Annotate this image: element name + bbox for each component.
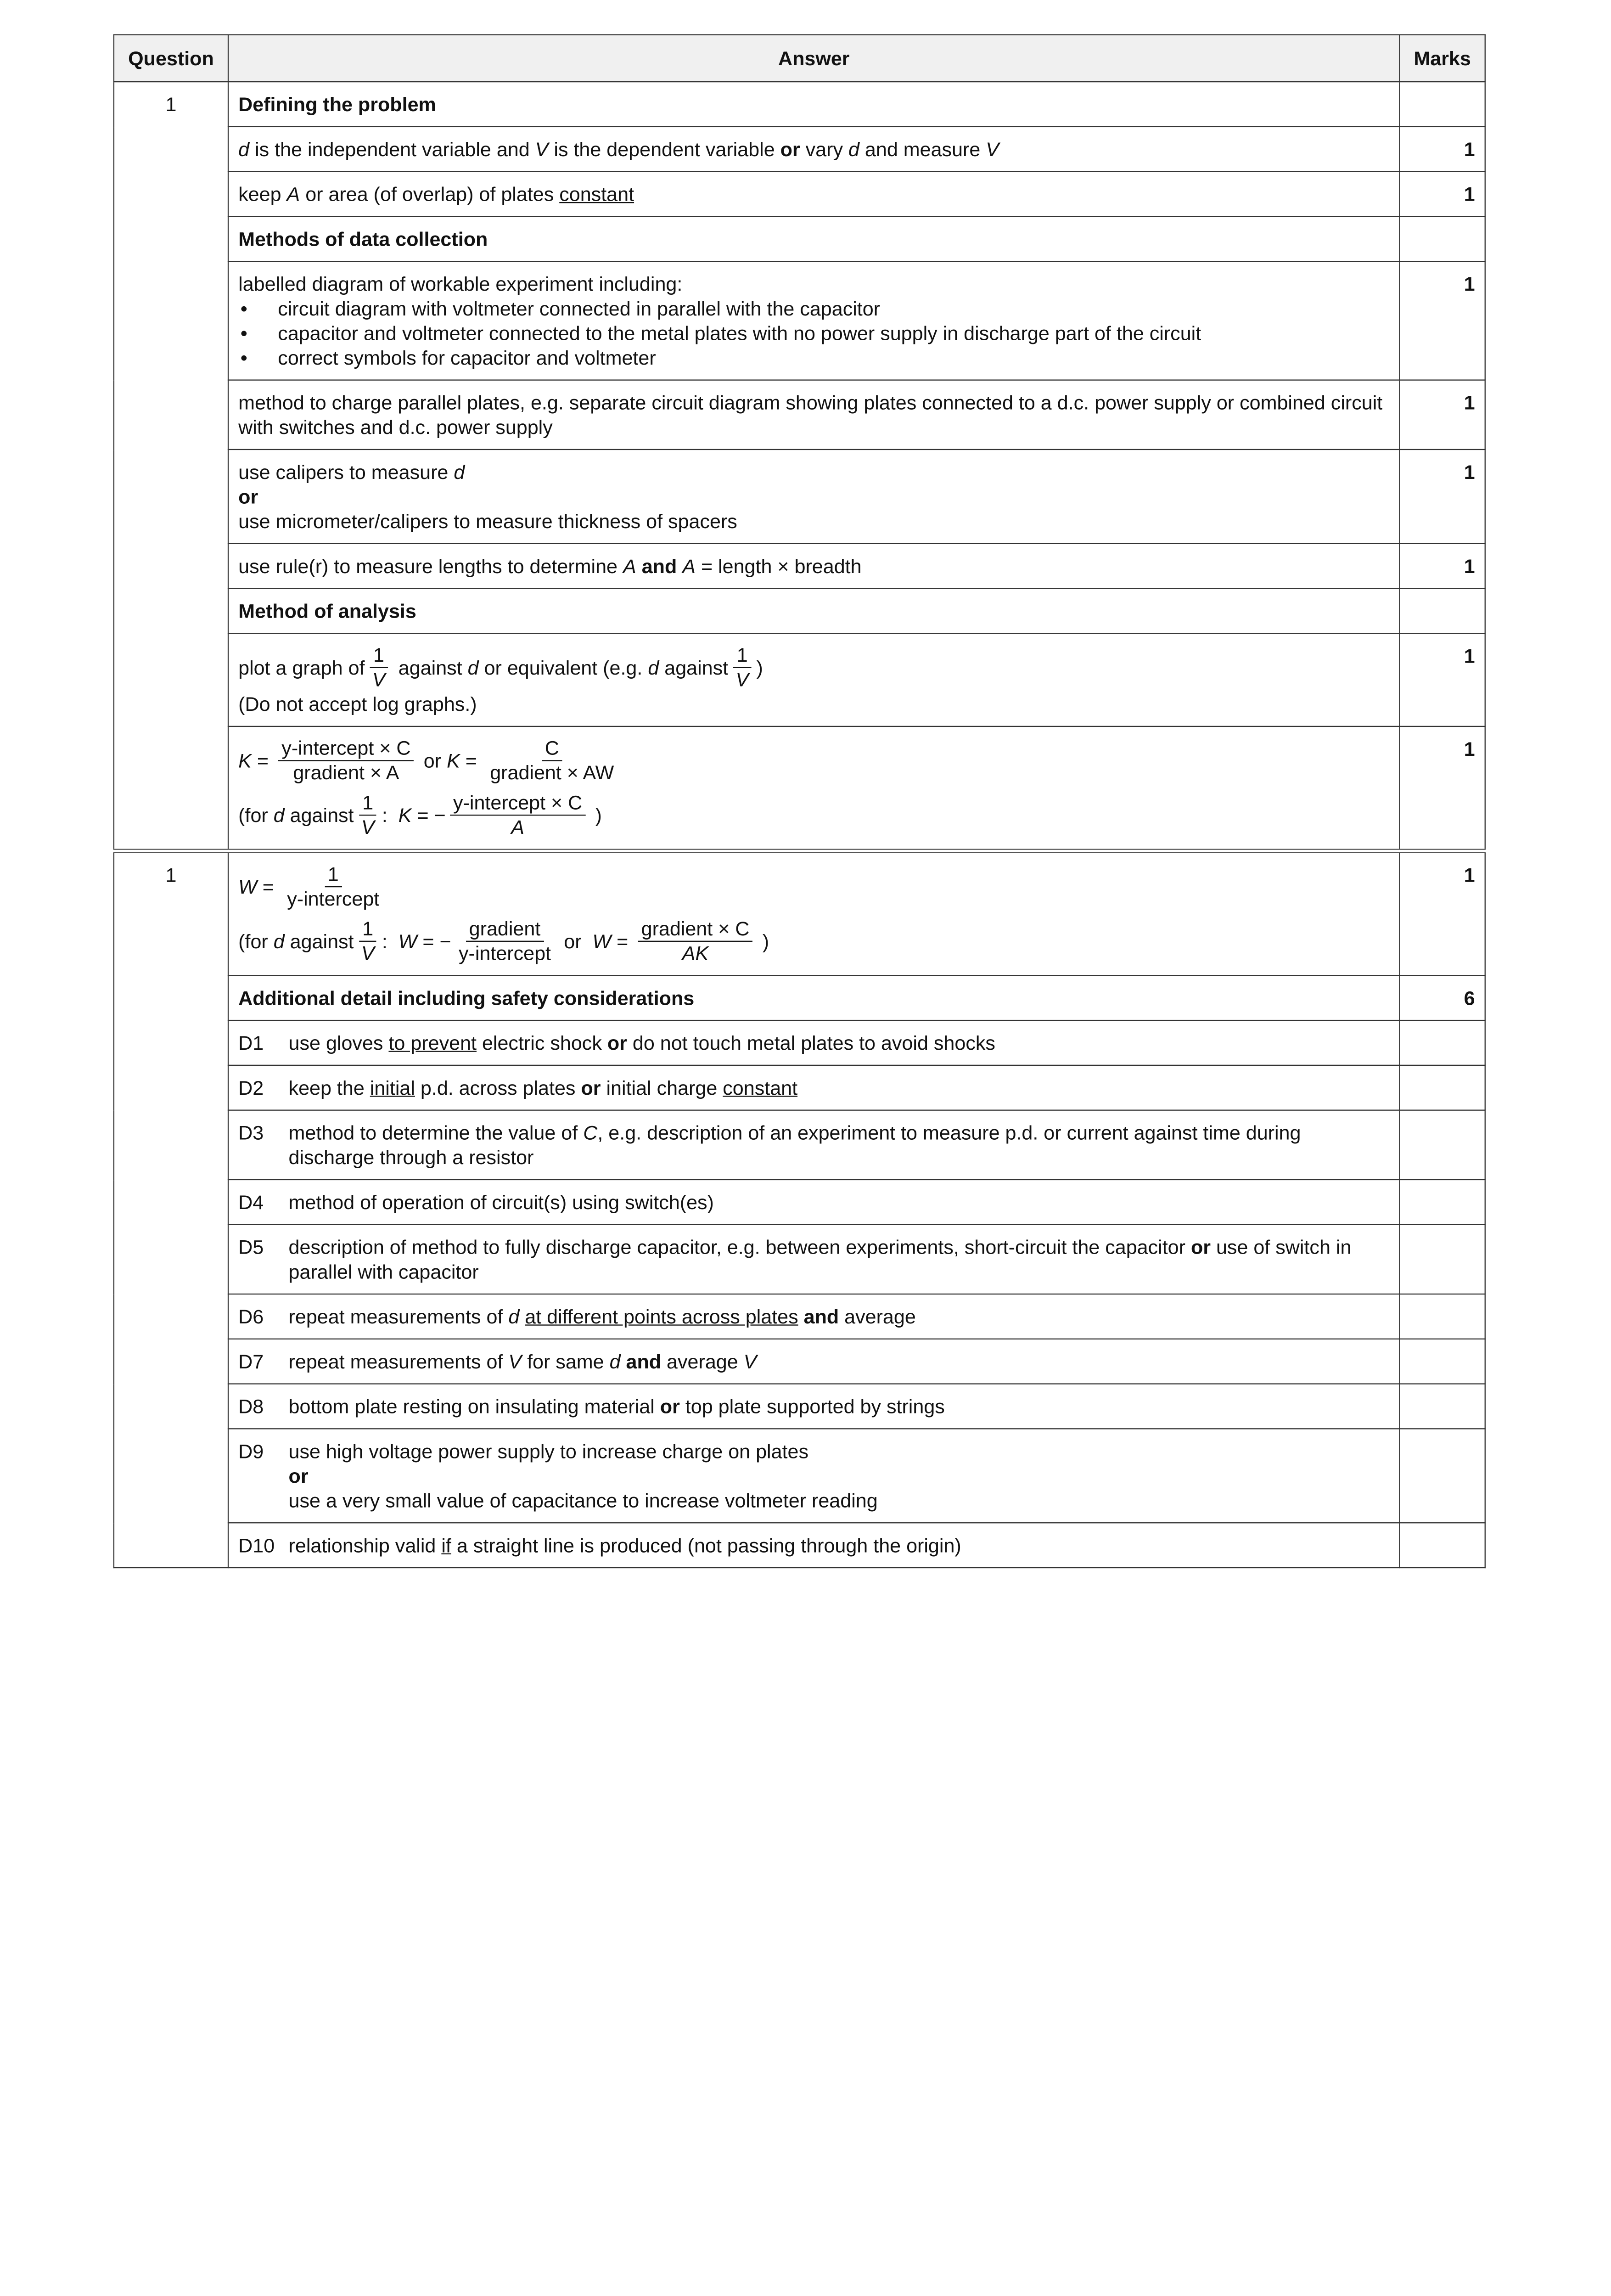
mark-cell: [1400, 82, 1485, 127]
K-equation: K = $\frac{\text{y-intercept × C}}{\text{gradient × A}}$ or K = $\frac{C}{\text{gradient × AW}}$: [238, 737, 1389, 785]
answer-row: [114, 726, 1485, 851]
mark-cell: [1400, 1065, 1485, 1110]
mark-cell: [1400, 1429, 1485, 1523]
answer-row: [114, 127, 1485, 172]
fraction: $\frac{\text{gradient}}{\text{y-intercept}}$: [458, 917, 551, 964]
methods-row: [114, 216, 1485, 261]
detail-D6: D6 repeat measurements of d at different points across plates and average: [228, 1294, 1399, 1339]
fraction: $\frac{1}{\text{y-intercept}}$: [287, 862, 380, 910]
detail-row: [114, 1429, 1485, 1523]
section-heading-methods: Methods of data collection: [228, 216, 1399, 261]
fraction: $\frac{1}{V}$: [369, 643, 389, 692]
answer-row: [114, 633, 1485, 726]
mark-cell: 6: [1400, 975, 1485, 1020]
answer-text-rule: use rule(r) to measure lengths to determine A and A = length × breadth: [228, 544, 1399, 589]
header-marks: Marks: [1400, 35, 1485, 82]
header-answer: Answer: [228, 35, 1399, 82]
mark-cell: 1: [1400, 261, 1485, 380]
fraction: $\frac{C}{\text{gradient × AW}}$: [490, 736, 614, 784]
mark-cell: [1400, 1110, 1485, 1180]
question-number: 1: [114, 851, 228, 1568]
section-heading-analysis: Method of analysis: [228, 589, 1399, 634]
detail-D10: D10 relationship valid if a straight line is produced (not passing through the origin): [228, 1523, 1399, 1568]
detail-D9: D9 use high voltage power supply to increase charge on plates or use a very small value of capacitance to increase voltmeter reading: [228, 1429, 1399, 1523]
mark-cell: 1: [1400, 380, 1485, 450]
fraction: $\frac{\text{gradient × C}}{AK}$: [638, 917, 753, 965]
answer-row: [114, 261, 1485, 380]
mark-cell: [1400, 216, 1485, 261]
mark-cell: 1: [1400, 544, 1485, 589]
mark-scheme-table: [113, 34, 1486, 1568]
detail-D2: D2 keep the initial p.d. across plates or initial charge constant: [228, 1065, 1399, 1110]
graph-equation-line: plot a graph of $\frac{1}{V}$ against d or equivalent (e.g. d against $\frac{1}{V}$ ): [238, 643, 1389, 692]
mark-cell: [1400, 589, 1485, 634]
answer-text-dv: d is the independent variable and V is the dependent variable or vary d and measure V: [228, 127, 1399, 172]
K-alt-equation: (for d against $\frac{1}{V}$ : K = − $\frac{\text{y-intercept × C}}{A}$ ): [238, 791, 1389, 839]
detail-row: [114, 1065, 1485, 1110]
mark-cell: 1: [1400, 127, 1485, 172]
fraction: $\frac{1}{V}$: [732, 643, 752, 692]
mark-scheme-table-wrapper: [113, 34, 1485, 1568]
W-row: [114, 851, 1485, 975]
detail-row: [114, 1225, 1485, 1294]
fraction: $\frac{\text{y-intercept × C}}{A}$: [450, 791, 585, 839]
answer-text-graph: plot a graph of $\frac{1}{V}$ against d or equivalent (e.g. d against $\frac{1}{V}$ ) (Do not accept log graphs.): [228, 633, 1399, 726]
section-heading-additional: Additional detail including safety considerations: [228, 975, 1399, 1020]
mark-cell: [1400, 1384, 1485, 1429]
detail-D5: D5 description of method to fully discharge capacitor, e.g. between experiments, short-circuit the capacitor or use of switch in parallel with capacitor: [228, 1225, 1399, 1294]
W-alt-equation: (for d against $\frac{1}{V}$ : W = − $\frac{\text{gradient}}{\text{y-intercept}}$ or W = $\frac{\text{gradient × C}}{AK}$ ): [238, 917, 1389, 965]
fraction: $\frac{\text{y-intercept × C}}{\text{gradient × A}}$: [278, 737, 414, 785]
answer-text-W: [228, 851, 1399, 975]
mark-cell: [1400, 1339, 1485, 1384]
detail-row: [114, 1294, 1485, 1339]
mark-cell: [1400, 1523, 1485, 1568]
detail-row: [114, 1180, 1485, 1225]
answer-text-diagram: labelled diagram of workable experiment including: • circuit diagram with voltmeter connected in parallel with the capacitor • capacitor and voltmeter connected to the metal plates with no power supply in discharge part of the circuit • correct symbols for capacitor and voltmeter: [228, 261, 1399, 380]
detail-row: [114, 1339, 1485, 1384]
fraction: $\frac{1}{V}$: [358, 917, 378, 965]
answer-row: [114, 544, 1485, 589]
mark-cell: [1400, 1180, 1485, 1225]
W-equation: W = $\frac{1}{\text{y-intercept}}$: [238, 863, 1389, 911]
answer-text-area: keep A or area (of overlap) of plates constant: [228, 172, 1399, 217]
detail-row: [114, 1523, 1485, 1568]
mark-cell: 1: [1400, 851, 1485, 975]
detail-D4: D4 method of operation of circuit(s) using switch(es): [228, 1180, 1399, 1225]
bullet-item: • capacitor and voltmeter connected to the metal plates with no power supply in discharge part of the circuit: [238, 321, 1389, 345]
answer-text-calipers: use calipers to measure d or use micrometer/calipers to measure thickness of spacers: [228, 450, 1399, 544]
mark-cell: [1400, 1294, 1485, 1339]
bullet-item: • circuit diagram with voltmeter connected in parallel with the capacitor: [238, 296, 1389, 321]
detail-D7: D7 repeat measurements of V for same d and average V: [228, 1339, 1399, 1384]
mark-cell: 1: [1400, 726, 1485, 851]
answer-row: [114, 172, 1485, 217]
header-row: [114, 35, 1485, 82]
answer-text-K: [228, 726, 1399, 851]
detail-D8: D8 bottom plate resting on insulating material or top plate supported by strings: [228, 1384, 1399, 1429]
mark-cell: 1: [1400, 172, 1485, 217]
detail-D1: D1 use gloves to prevent electric shock or do not touch metal plates to avoid shocks: [228, 1020, 1399, 1065]
analysis-row: [114, 589, 1485, 634]
answer-row: [114, 380, 1485, 450]
mark-cell: 1: [1400, 633, 1485, 726]
bullet-item: • correct symbols for capacitor and voltmeter: [238, 345, 1389, 370]
additional-row: [114, 975, 1485, 1020]
detail-row: [114, 1020, 1485, 1065]
detail-D3: D3 method to determine the value of C, e.g. description of an experiment to measure p.d. or current against time during discharge through a resistor: [228, 1110, 1399, 1180]
header-question: Question: [114, 35, 228, 82]
section-heading-defining: Defining the problem: [228, 82, 1399, 127]
mark-cell: [1400, 1225, 1485, 1294]
question-number: 1: [114, 82, 228, 851]
fraction: $\frac{1}{V}$: [358, 791, 378, 839]
mark-cell: 1: [1400, 450, 1485, 544]
answer-row: [114, 450, 1485, 544]
defining-row: [114, 82, 1485, 127]
mark-cell: [1400, 1020, 1485, 1065]
detail-row: [114, 1384, 1485, 1429]
bullet-list: [238, 296, 1389, 370]
detail-row: [114, 1110, 1485, 1180]
answer-text-charge: method to charge parallel plates, e.g. separate circuit diagram showing plates connected to a d.c. power supply or combined circuit with switches and d.c. power supply: [228, 380, 1399, 450]
